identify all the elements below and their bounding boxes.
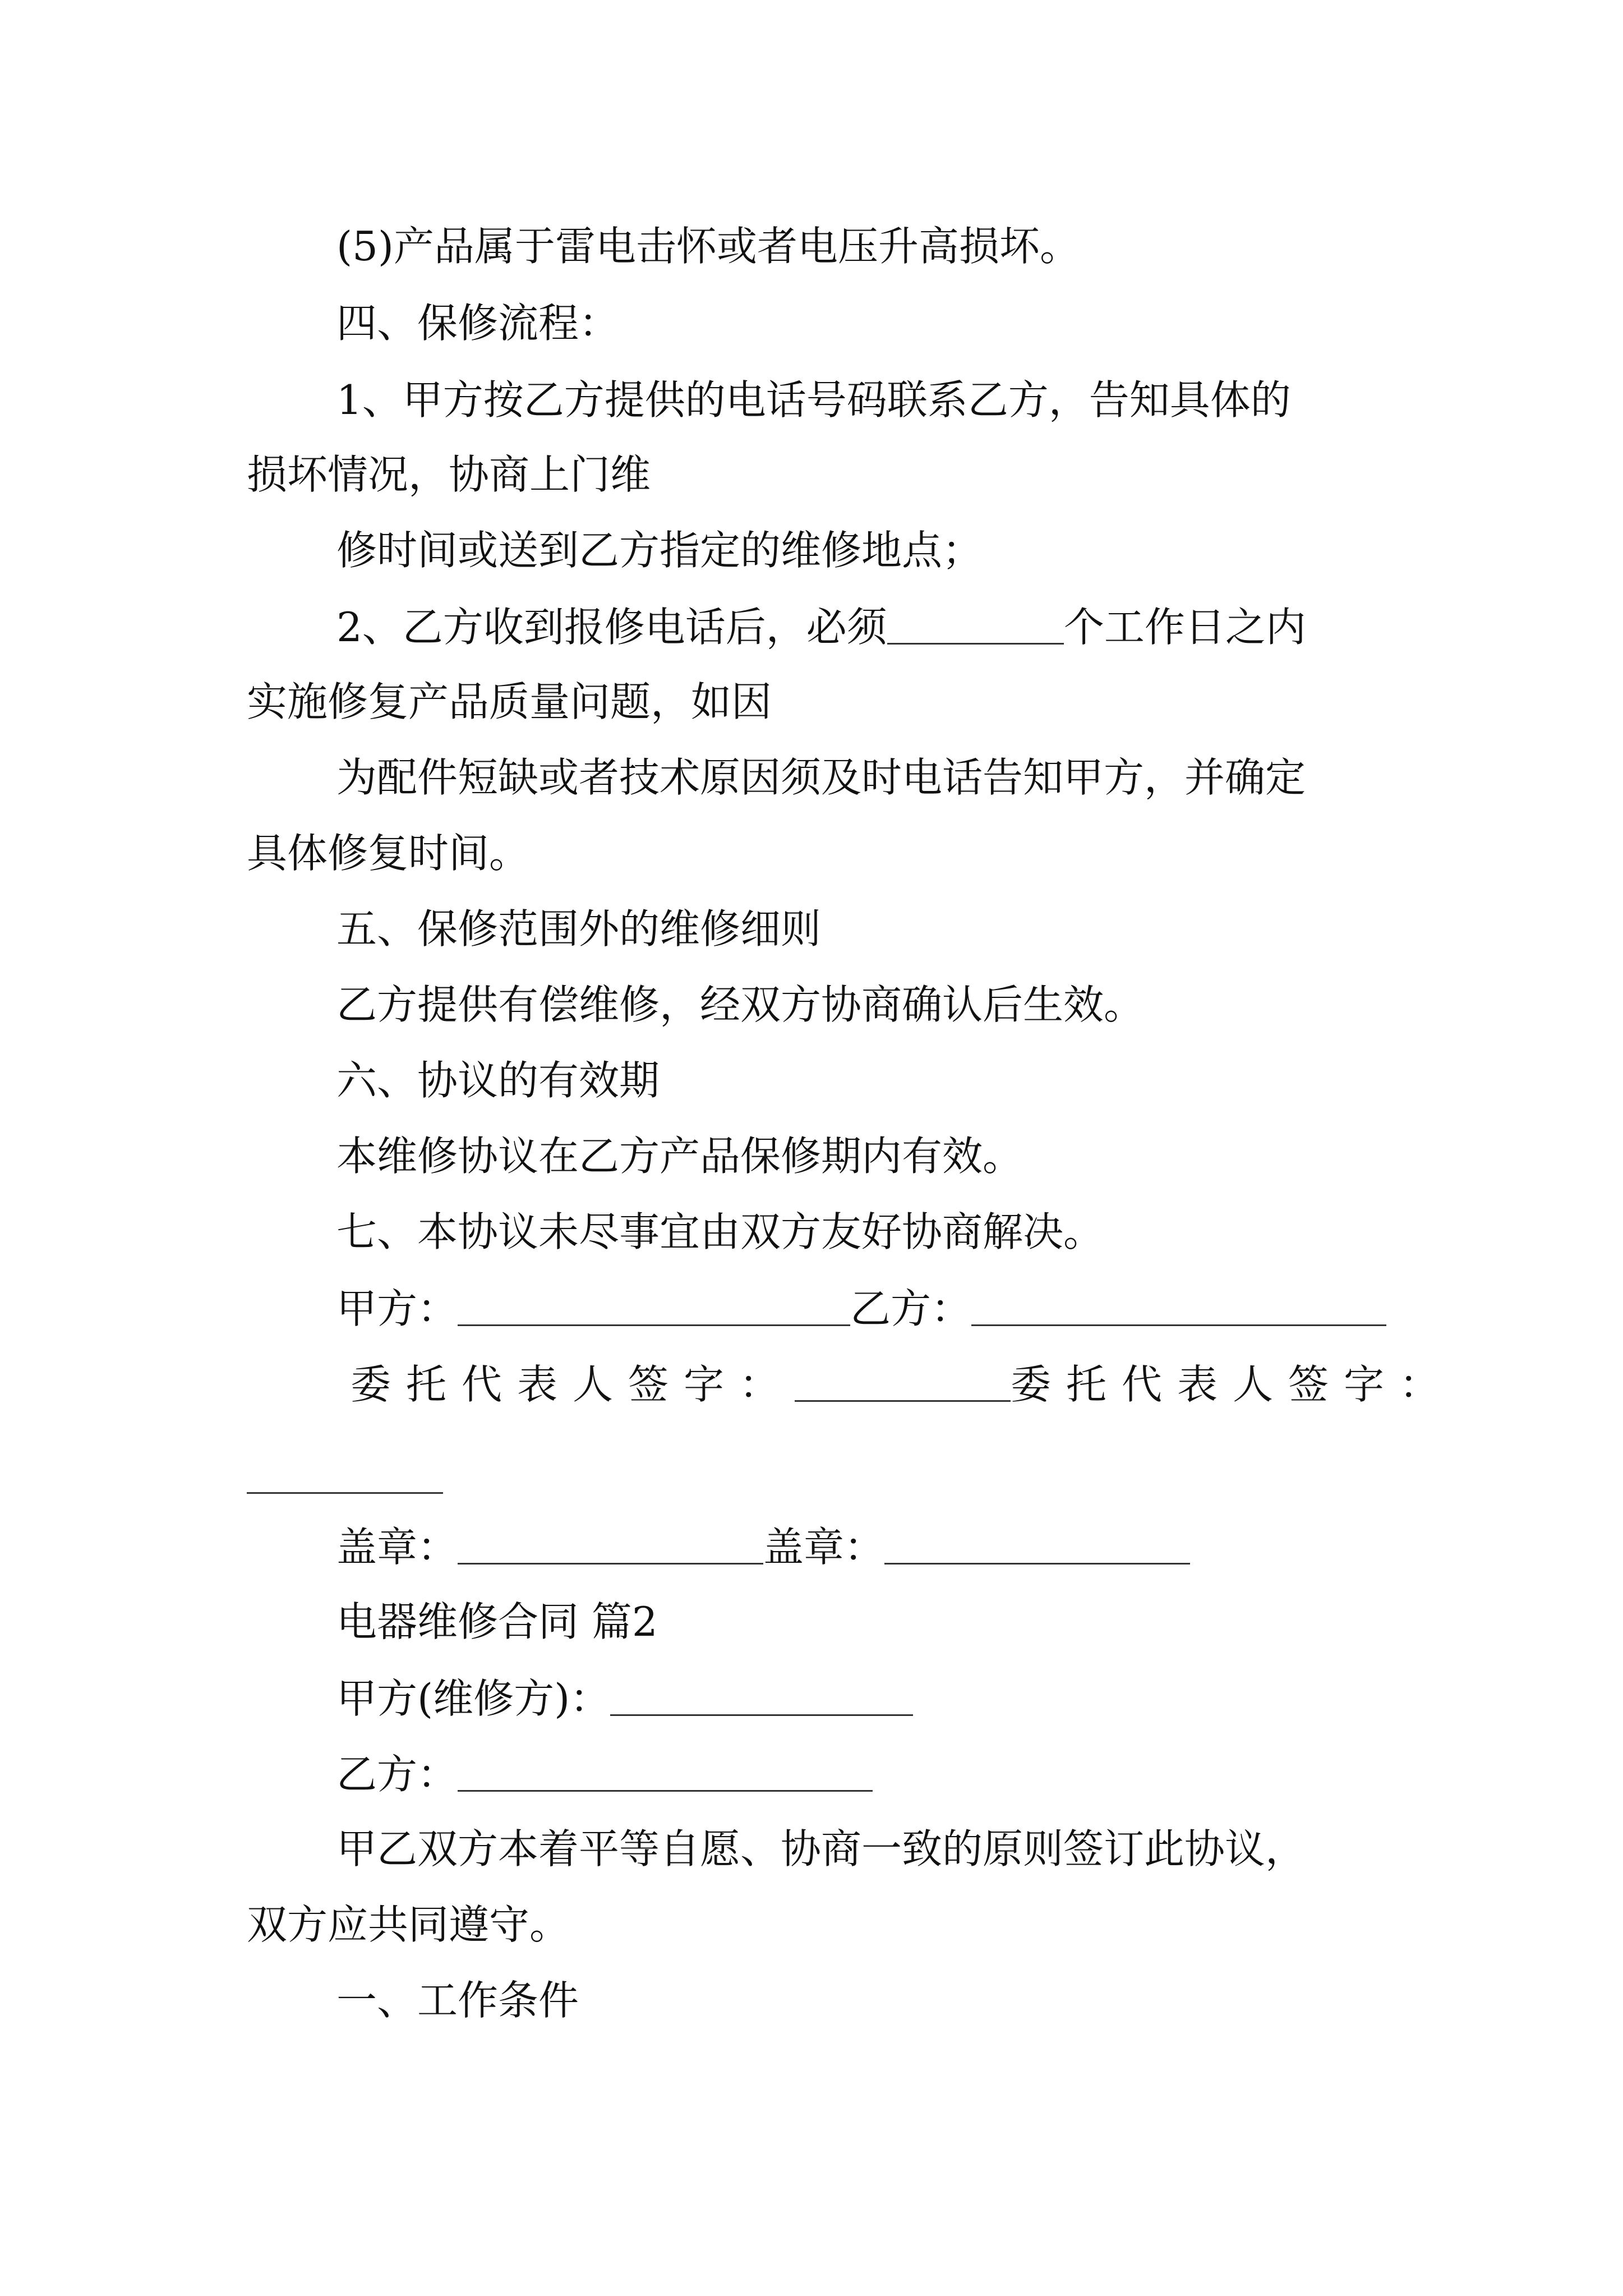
party-a-label: 甲方： (336, 1285, 458, 1332)
representative-signature-line (351, 1361, 1455, 1408)
contract-title: 电器维修合同 篇2 (336, 1598, 658, 1645)
party-b-blank (458, 1756, 873, 1792)
signature-parties-line (336, 1285, 1386, 1332)
section-heading-1: 一、工作条件 (336, 1977, 579, 2024)
seal-line (336, 1524, 1190, 1571)
party-a-blank (458, 1291, 850, 1326)
paragraph-line: 本维修协议在乙方产品保修期内有效。 (336, 1133, 1023, 1180)
paragraph-line: 修时间或送到乙方指定的维修地点； (336, 527, 983, 574)
paragraph-line: 实施修复产品质量问题，如因 (247, 678, 772, 725)
text-span: 个工作日之内 (1063, 604, 1306, 651)
paragraph-line: 损坏情况，协商上门维 (247, 451, 651, 498)
text-span: 2、乙方收到报修电话后，必须 (336, 604, 887, 651)
paragraph-line: 甲乙双方本着平等自愿、协商一致的原则签订此协议， (336, 1825, 1306, 1872)
party-a-label: 甲方(维修方)： (336, 1675, 611, 1722)
seal-a-blank (458, 1529, 763, 1565)
party-b-label: 乙方： (850, 1285, 972, 1332)
section-heading-5: 五、保修范围外的维修细则 (336, 905, 822, 953)
party-a-blank (610, 1681, 913, 1716)
party-b-line (336, 1751, 873, 1798)
paragraph-line: 为配件短缺或者技术原因须及时电话告知甲方，并确定 (336, 754, 1306, 801)
seal-a-label: 盖章： (336, 1524, 458, 1571)
rep-a-label: 委托代表人签字： (351, 1361, 795, 1408)
rep-b-label: 委托代表人签字： (1011, 1361, 1455, 1408)
fill-blank (887, 609, 1064, 645)
paragraph-line: 1、甲方按乙方提供的电话号码联系乙方，告知具体的 (336, 376, 1291, 424)
paragraph-line (336, 604, 1306, 651)
party-a-line (336, 1675, 913, 1722)
section-heading-4: 四、保修流程： (336, 300, 620, 347)
paragraph-line: 乙方提供有偿维修，经双方协商确认后生效。 (336, 981, 1145, 1028)
section-heading-7: 七、本协议未尽事宜由双方友好协商解决。 (336, 1208, 1104, 1255)
rep-b-blank (247, 1492, 443, 1494)
rep-a-blank (795, 1366, 1011, 1402)
seal-b-label: 盖章： (763, 1524, 885, 1571)
paragraph-line: 具体修复时间。 (247, 830, 530, 877)
paragraph-line: 双方应共同遵守。 (247, 1901, 570, 1948)
section-heading-6: 六、协议的有效期 (336, 1057, 660, 1104)
party-b-blank (971, 1291, 1386, 1326)
clause-5: (5)产品属于雷电击怀或者电压升高损坏。 (336, 223, 1080, 270)
seal-b-blank (884, 1529, 1190, 1565)
party-b-label: 乙方： (336, 1751, 458, 1798)
